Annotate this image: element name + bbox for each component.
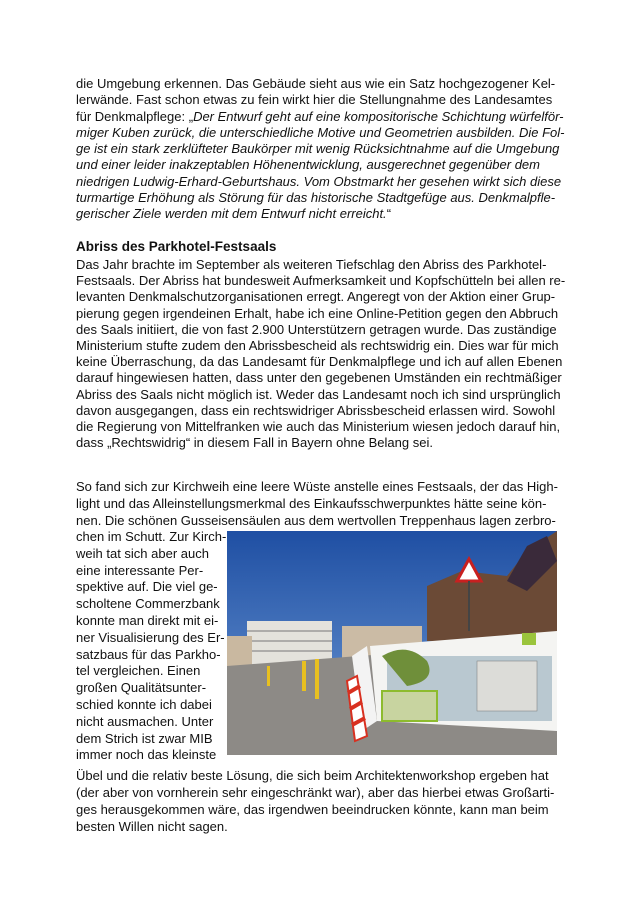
- text-line: satzbaus für das Parkho-: [76, 646, 221, 662]
- quote-text: und einer leider inakzeptablen Höhenentwicklung, ausgerechnet gegenüber dem: [76, 157, 540, 173]
- quote-text: turmartige Erhöhung als Störung für das historische Stadtgefüge aus. Denkmalpfle-: [76, 189, 556, 205]
- text-run: die Umgebung erkennen. Das Gebäude sieht aus wie ein Satz hochgezogener Kel-: [76, 76, 556, 91]
- text-line: dem Strich ist zwar MIB: [76, 730, 213, 746]
- text-line: nen. Die schönen Gusseisensäulen aus dem wertvollen Treppenhaus lagen zerbro-: [76, 513, 556, 528]
- text-line: besten Willen nicht sagen.: [76, 819, 228, 834]
- text-line: [76, 109, 564, 125]
- quote-paragraph: [76, 76, 564, 222]
- text-line: pierung gegen irgendeinen Erhalt, habe ich eine Online-Petition gegen den Abbruch: [76, 305, 559, 321]
- quote-text: ge ist ein stark zerklüfteter Baukörper mit wenig Rücksichtnahme auf die Umgebung: [76, 141, 560, 156]
- text-line: Abriss des Saals nicht möglich ist. Weder das Landesamt noch ich sind ursprünglich: [76, 386, 561, 402]
- text-line: dass „Rechtswidrig“ in diesem Fall in Bayern ohne Belang sei.: [76, 435, 433, 451]
- quote-text: miger Kuben zurück, die unterschiedliche Motive und Geometrien ausbilden. Die Fol-: [76, 124, 565, 140]
- text-line: keine Überraschung, da das Landesamt für Denkmalpflege und ich auf allen Ebenen: [76, 354, 563, 370]
- text-line: immer noch das kleinste: [76, 747, 217, 763]
- text-line: Ministerium stufte zudem den Abrissbescheid als rechtswidrig ein. Dies war für mich: [76, 338, 559, 354]
- text-run: lerwände. Fast schon etwas zu fein wirkt hier die Stellungnahme des Landesamtes: [76, 92, 553, 108]
- text-line: nicht ausmachen. Unter: [76, 713, 214, 729]
- construction-site-photo: [227, 531, 557, 755]
- text-run: für Denkmalpflege: „: [76, 108, 194, 124]
- text-line: davon ausgegangen, dass ein rechtswidriger Abrissbescheid erlassen wird. Sowohl: [76, 402, 556, 418]
- text-line: [76, 206, 564, 222]
- paragraph-3-side: [76, 529, 226, 764]
- text-line: Festsaals. Der Abriss hat bundesweit Aufmerksamkeit und Kopfschütteln bei allen re-: [76, 273, 566, 289]
- text-line: Übel und die relativ beste Lösung, die sich beim Architektenworkshop ergeben hat: [76, 768, 549, 783]
- text-line: des Saals initiiert, die von fast 2.900 Unterstützern getragen wurde. Das zuständige: [76, 321, 557, 337]
- text-line: scholtene Commerzbank: [76, 596, 220, 612]
- paragraph-3-top: [76, 478, 558, 529]
- text-line: großen Qualitätsunter-: [76, 680, 207, 696]
- text-line: light und das Alleinstellungsmerkmal des Einkaufsschwerpunktes hätte seine kön-: [76, 496, 547, 511]
- text-line: darauf hingewiesen hatten, dass unter den gegebenen Umständen ein rechtmäßiger: [76, 370, 562, 386]
- text-line: So fand sich zur Kirchweih eine leere Wüste anstelle eines Festsaals, der das High-: [76, 479, 558, 494]
- text-line: tel vergleichen. Einen: [76, 663, 201, 679]
- text-line: ges herausgekommen wäre, das irgendwen beeindrucken könnte, kann man beim: [76, 802, 549, 817]
- section-heading: Abriss des Parkhotel-Festsaals: [76, 239, 277, 254]
- quote-text: niedrigen Ludwig-Erhard-Geburtshaus. Vom Obstmarkt her gesehen wirkt sich diese: [76, 173, 562, 189]
- text-line: spektive auf. Die viel ge-: [76, 579, 218, 595]
- text-line: weih tat sich aber auch: [76, 545, 209, 561]
- text-line: [76, 92, 564, 108]
- text-line: ner Visualisierung des Er-: [76, 629, 225, 645]
- text-line: eine interessante Per-: [76, 562, 204, 578]
- text-line: (der aber von vornherein sehr eingeschränkt war), aber das hierbei etwas Großarti-: [76, 785, 555, 800]
- text-line: die Regierung von Mittelfranken wie auch das Ministerium wiesen jedoch darauf hin,: [76, 419, 561, 435]
- quote-text: Der Entwurf geht auf eine kompositorische Schichtung würfelför-: [193, 108, 564, 124]
- text-line: Das Jahr brachte im September als weiteren Tiefschlag den Abriss des Parkhotel-: [76, 257, 547, 272]
- text-line: levanten Denkmalschutzorganisationen erregt. Angeregt von der Aktion einer Grup-: [76, 289, 556, 305]
- text-line: schied konnte ich dabei: [76, 696, 212, 712]
- closing-quote: “: [386, 206, 392, 221]
- paragraph-3-bottom: [76, 767, 554, 835]
- paragraph-2: [76, 257, 565, 451]
- text-line: [76, 76, 564, 92]
- text-line: konnte man direkt mit ei-: [76, 612, 219, 628]
- text-line: chen im Schutt. Zur Kirch-: [76, 529, 227, 544]
- quote-text: gerischer Ziele werden mit dem Entwurf nicht erreicht.: [76, 206, 387, 221]
